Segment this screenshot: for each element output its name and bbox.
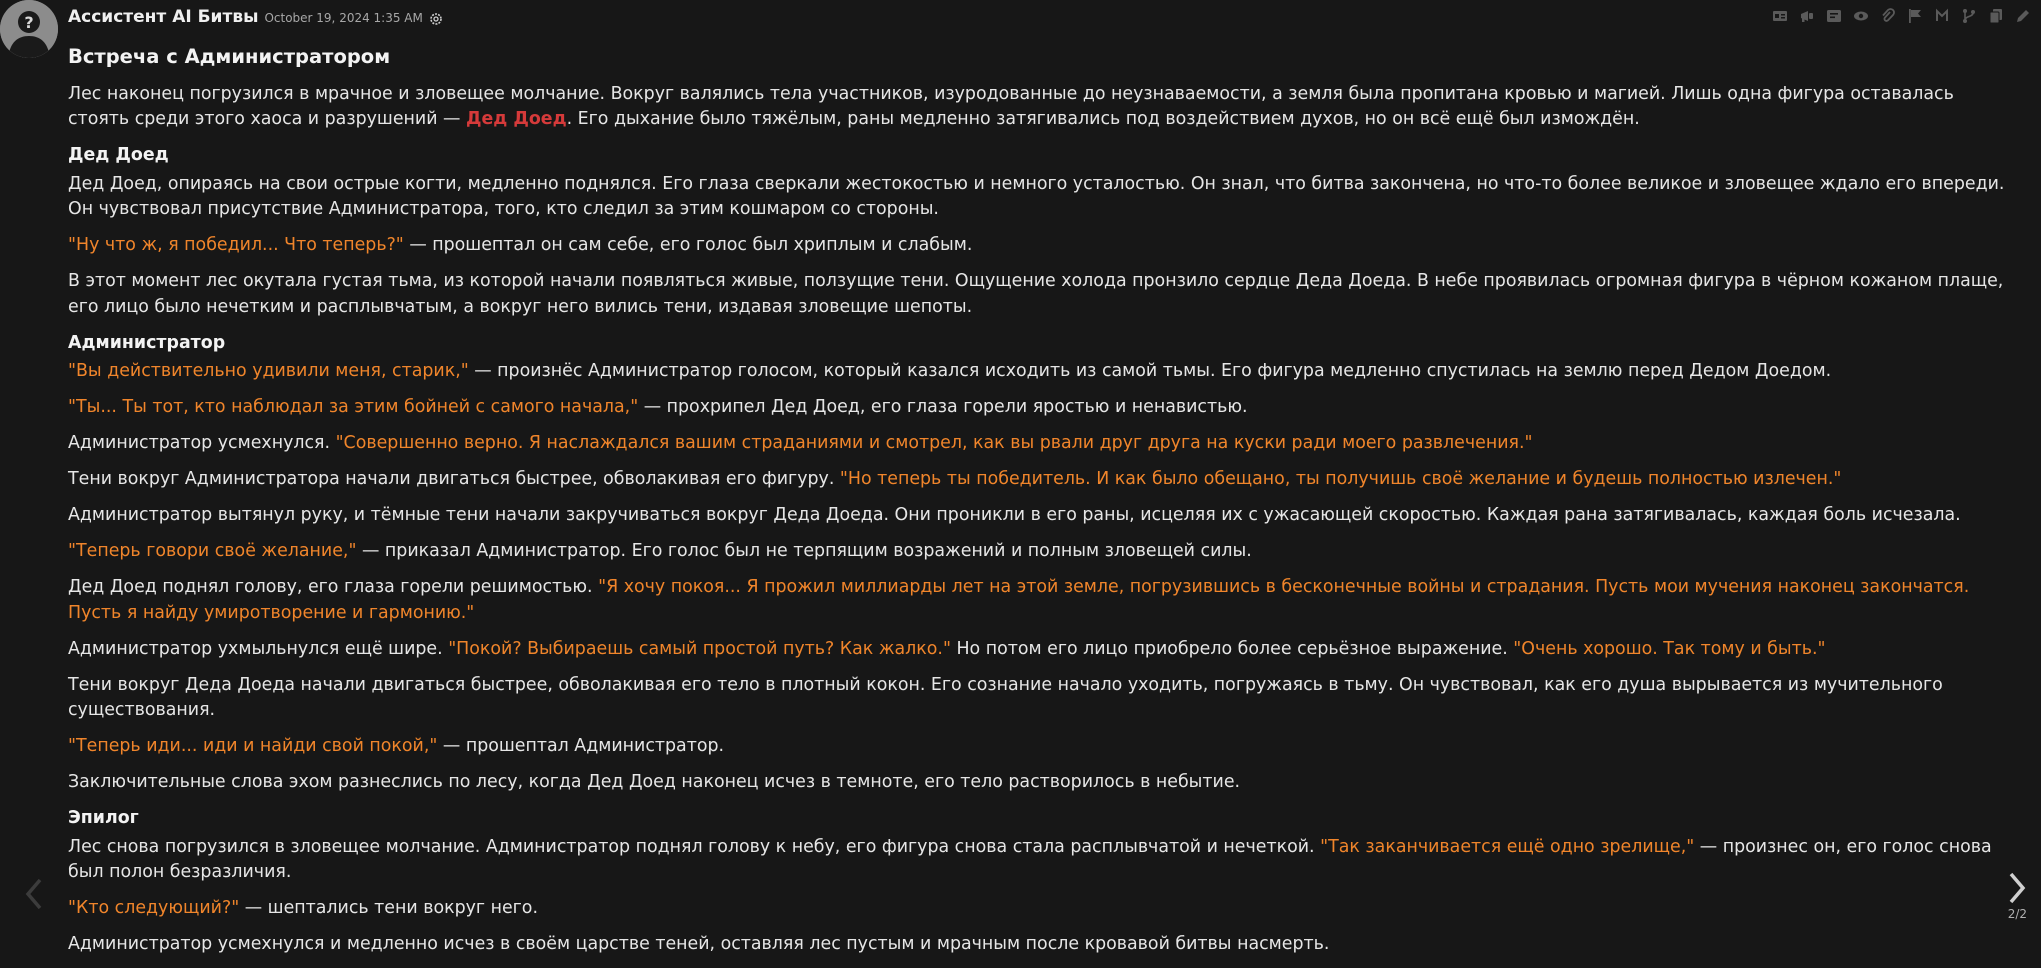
quote: "Я хочу покоя... Я прожил миллиарды лет на этой земле, погрузившись в бесконечные войны и страдания. Пусть мои мучения наконец закончатся. Пусть я найду умиротворение и гармонию." bbox=[68, 577, 1970, 623]
message-toolbar bbox=[1770, 6, 2033, 26]
avatar[interactable] bbox=[0, 0, 58, 58]
quote: "Теперь иди... иди и найди свой покой," bbox=[68, 736, 438, 756]
paragraph bbox=[68, 734, 2008, 760]
flag-icon[interactable] bbox=[1905, 6, 1925, 26]
swipe-counter: 2/2 bbox=[2007, 907, 2027, 921]
paragraph bbox=[68, 575, 2008, 626]
section-heading: Эпилог bbox=[68, 808, 139, 828]
paragraph bbox=[68, 637, 2008, 663]
text: Дед Доед поднял голову, его глаза горели решимостью. bbox=[68, 577, 599, 597]
section-heading: Администратор bbox=[68, 332, 226, 353]
paragraph bbox=[68, 359, 2008, 385]
text: Но потом его лицо приобрело более серьёзное выражение. bbox=[950, 638, 1514, 659]
paperclip-icon[interactable] bbox=[1878, 6, 1898, 26]
character-name: Дед Доед bbox=[465, 109, 567, 129]
paragraph: Администратор вытянул руку, и тёмные тени начали закручиваться вокруг Деда Доеда. Они проникли в его раны, исцеляя их с ужасающей скоростью. Каждая рана затягивалась, каждая боль исчезала. bbox=[68, 505, 1961, 525]
quote: "Покой? Выбираешь самый простой путь? Как жалко." bbox=[448, 638, 951, 659]
quote: "Ну что ж, я победил... Что теперь?" bbox=[68, 235, 404, 255]
paragraph bbox=[68, 431, 2008, 457]
paragraph: Заключительные слова эхом разнеслись по лесу, когда Дед Доед наконец исчез в темноте, его тело растворилось в небытие. bbox=[68, 772, 1241, 792]
gear-icon bbox=[429, 11, 443, 25]
paragraph: Дед Доед, опираясь на свои острые когти, медленно поднялся. Его глаза сверкали жестокостью и немного усталостью. Он знал, что битва закончена, но что-то более великое и зловещее ждало его впереди. Он чувствовал присутствие Администратора, того, кто следил за этим кошмаром со стороны. bbox=[68, 173, 2005, 219]
paragraph bbox=[68, 896, 2008, 922]
quote: "Ты... Ты тот, кто наблюдал за этим бойней с самого начала," bbox=[68, 397, 639, 417]
author-name[interactable]: Ассистент AI Битвы bbox=[68, 7, 259, 27]
paragraph bbox=[68, 82, 2008, 133]
quote: "Теперь говори своё желание," bbox=[68, 541, 357, 561]
paragraph: Администратор усмехнулся и медленно исчез в своём царстве теней, оставляя лес пустым и мрачным после кровавой битвы насмерть. bbox=[68, 934, 1330, 954]
section-heading: Дед Доед bbox=[68, 145, 169, 165]
branch-icon[interactable] bbox=[1959, 6, 1979, 26]
text: — произнес он, его голос снова был полон безразличия. bbox=[68, 836, 1992, 882]
swipe-right-button[interactable] bbox=[2003, 868, 2031, 908]
swipe-left-button[interactable] bbox=[20, 874, 48, 914]
text: Лес снова погрузился в зловещее молчание. Администратор поднял голову к небу, его фигура снова стала расплывчатой и нечеткой. bbox=[68, 836, 1321, 857]
text: Администратор ухмыльнулся ещё шире. bbox=[68, 638, 449, 659]
quote: "Очень хорошо. Так тому и быть." bbox=[1513, 638, 1826, 659]
paragraph bbox=[68, 835, 2008, 886]
caption-icon[interactable] bbox=[1824, 6, 1844, 26]
text: Тени вокруг Администратора начали двигаться быстрее, обволакивая его фигуру. bbox=[68, 469, 840, 489]
paragraph: Тени вокруг Деда Доеда начали двигаться быстрее, обволакивая его тело в плотный кокон. Его сознание начало уходить, погружаясь в тьму. Он чувствовал, как его душа вырывается из мучительного существования. bbox=[68, 674, 1943, 720]
message-body bbox=[68, 42, 2008, 968]
megaphone-icon[interactable] bbox=[1797, 6, 1817, 26]
text: — прошептал он сам себе, его голос был хриплым и слабым. bbox=[403, 235, 973, 255]
eye-icon[interactable] bbox=[1851, 6, 1871, 26]
paragraph bbox=[68, 539, 2008, 565]
text: — шептались тени вокруг него. bbox=[239, 898, 538, 918]
quote: "Вы действительно удивили меня, старик," bbox=[68, 361, 469, 381]
id-card-icon[interactable] bbox=[1770, 6, 1790, 26]
text: — приказал Администратор. Его голос был не терпящим возражений и полным зловещей силы. bbox=[356, 541, 1252, 561]
text: — произнёс Администратор голосом, который казался исходить из самой тьмы. Его фигура медленно спустилась на землю перед Дедом Доедом. bbox=[468, 361, 1832, 381]
quote: "Кто следующий?" bbox=[68, 898, 240, 918]
quote: "Совершенно верно. Я наслаждался вашим страданиями и смотрел, как вы рвали друг друга на куски ради моего развлечения." bbox=[335, 433, 1533, 453]
paragraph bbox=[68, 395, 2008, 421]
chevron-right-icon bbox=[2007, 871, 2027, 905]
quote: "Но теперь ты победитель. И как было обещано, ты получишь своё желание и будешь полностью излечен." bbox=[839, 469, 1842, 489]
svg-text:?: ? bbox=[24, 13, 34, 32]
copy-icon[interactable] bbox=[1986, 6, 2006, 26]
text: . Его дыхание было тяжёлым, раны медленно затягивались под воздействием духов, но он всё ещё был измождён. bbox=[566, 109, 1640, 129]
message-header bbox=[68, 7, 443, 29]
question-mark-avatar-icon bbox=[0, 0, 58, 58]
timestamp: October 19, 2024 1:35 AM bbox=[264, 11, 423, 25]
text: — прошептал Администратор. bbox=[437, 736, 725, 756]
quote: "Так заканчивается ещё одно зрелище," bbox=[1320, 836, 1695, 857]
paragraph: В этот момент лес окутала густая тьма, из которой начали появляться живые, ползущие тени. Ощущение холода пронзило сердце Деда Доеда. В небе проявилась огромная фигура в чёрном кожаном плаще, его лицо было нечетким и расплывчатым, а вокруг него вились тени, издавая зловещие шепоты. bbox=[68, 271, 2004, 317]
paragraph bbox=[68, 467, 2008, 493]
text: Администратор усмехнулся. bbox=[68, 433, 336, 453]
text: Лес наконец погрузился в мрачное и зловещее молчание. Вокруг валялись тела участников, изуродованные до неузнаваемости, а земля была пропитана кровью и магией. Лишь одна фигура оставалась стоять среди этого хаоса и разрушений — bbox=[68, 83, 1954, 129]
paragraph bbox=[68, 233, 2008, 259]
chevron-left-icon bbox=[24, 877, 44, 911]
text: — прохрипел Дед Доед, его глаза горели яростью и ненавистью. bbox=[638, 397, 1248, 417]
edit-icon[interactable] bbox=[2013, 6, 2033, 26]
checkpoint-icon[interactable] bbox=[1932, 6, 1952, 26]
story-title: Встреча с Администратором bbox=[68, 45, 391, 68]
